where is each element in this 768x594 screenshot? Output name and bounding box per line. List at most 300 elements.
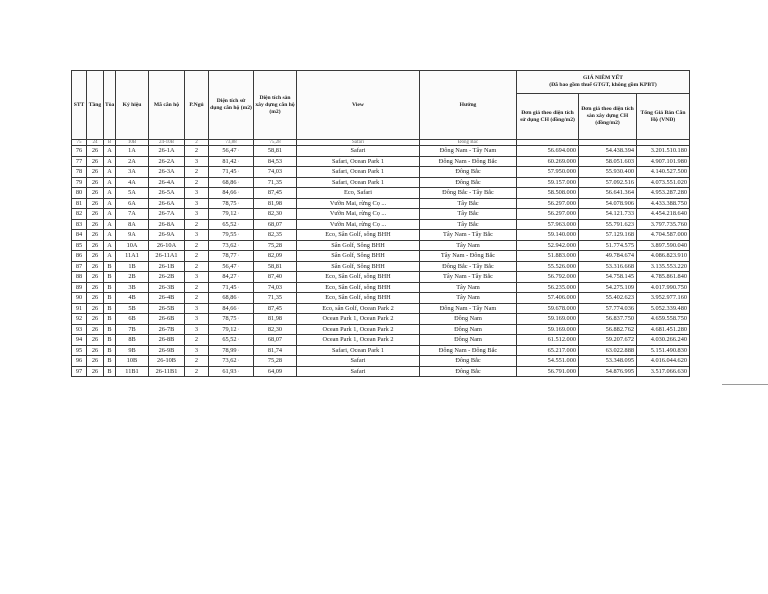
header-don-gia-xay-dung: Đơn giá theo diện tích sàn xây dựng CH (đồng/m2) [579,94,637,140]
table-row [72,209,690,220]
table-cell: 71,45· [209,167,254,178]
table-cell: 26-6A [149,198,185,209]
table-cell: 52.942.000 [517,240,579,251]
table-cell: 56.792.000 [517,272,579,283]
header-tang: Tầng [87,71,104,140]
table-cell: 54.758.145 [579,272,637,283]
table-cell: A [104,167,116,178]
table-cell: 26 [87,146,104,157]
tick-mark: · [237,210,240,218]
table-cell: 84,53 [254,156,297,167]
table-cell: 56.791.000 [517,366,579,377]
table-cell: Safari, Ocean Park 1 [297,156,420,167]
table-cell: Vườn Mai, rừng Cọ ... [297,209,420,220]
table-cell: Tây Nam [420,293,517,304]
table-cell: 26 [87,303,104,314]
table-row [72,314,690,325]
table-cell: 79,55· [209,230,254,241]
table-cell: 26-2A [149,156,185,167]
table-cell: 53.348.095 [579,356,637,367]
table-cell: 8A [116,219,149,230]
table-cell: 57.963.000 [517,219,579,230]
table-cell: 26-11A1 [149,251,185,262]
table-cell: 4.016.044.620 [637,356,690,367]
table-cell: 8B [116,335,149,346]
table-cell: B [104,293,116,304]
header-dien-tich-xay-dung: Diện tích sàn xây dựng căn hộ (m2) [254,71,297,140]
tick-mark: · [237,168,240,176]
tick-mark: · [237,273,240,281]
table-cell: 54.078.906 [579,198,637,209]
table-cell: 26 [87,167,104,178]
table-cell: Tây Nam - Tây Bắc [420,272,517,283]
table-cell: 5.151.490.830 [637,345,690,356]
table-cell: A [104,209,116,220]
table-cell: 26 [87,261,104,272]
table-cell: 55.526.000 [517,261,579,272]
table-cell: 4.030.266.240 [637,335,690,346]
table-cell: 56,47· [209,261,254,272]
table-cell: 2B [116,272,149,283]
table-cell: Eco, Sân Golf, sông BHH [297,272,420,283]
table-cell: 82,30 [254,209,297,220]
table-row [72,188,690,199]
table-cell: 75,28 [254,140,297,146]
table-cell: 2 [185,335,209,346]
table-cell: 59.207.672 [579,335,637,346]
table-cell: Safari [297,356,420,367]
table-cell: 79 [72,177,87,188]
table-cell: Safari [297,140,420,146]
table-cell: 6B [116,314,149,325]
table-row [72,272,690,283]
table-cell: 26-5A [149,188,185,199]
table-cell: 58,81 [254,261,297,272]
table-cell: 79,12· [209,324,254,335]
table-row [72,219,690,230]
table-cell: A [104,251,116,262]
table-cell: 2 [185,177,209,188]
table-cell: 74,03 [254,167,297,178]
table-cell: Safari [297,366,420,377]
table-cell: 55.402.623 [579,293,637,304]
table-cell: 5.052.339.480 [637,303,690,314]
table-cell: 2 [185,366,209,377]
table-row [72,366,690,377]
table-cell: 2 [185,293,209,304]
table-cell: 2 [185,282,209,293]
table-cell: 3 [185,209,209,220]
tick-mark: · [237,357,240,365]
table-cell: Sân Golf, Sông BHH [297,240,420,251]
table-cell: 26 [87,156,104,167]
table-row [72,356,690,367]
table-cell: 3 [185,198,209,209]
table-cell: 4.086.823.910 [637,251,690,262]
header-tong-gia: Tổng Giá Bán Căn Hộ (VNĐ) [637,94,690,140]
table-cell: 53.316.668 [579,261,637,272]
table-cell: 51.883.000 [517,251,579,262]
table-cell: 92 [72,314,87,325]
table-cell: Eco, Safari [297,188,420,199]
table-cell: Safari, Ocean Park 1 [297,345,420,356]
table-cell: 55.791.623 [579,219,637,230]
table-cell: 51.774.575 [579,240,637,251]
table-cell: A [104,230,116,241]
table-row [72,240,690,251]
table-cell: 26-3A [149,167,185,178]
table-cell: 2 [185,146,209,157]
gia-niem-yet-note: (Đã bao gồm thuế GTGT, không gồm KPBT) [549,82,657,88]
table-cell: 57.129.168 [579,230,637,241]
table-cell: 11B1 [116,366,149,377]
tick-mark: · [237,283,240,291]
price-table-sheet [71,70,689,377]
table-cell: 78,75· [209,198,254,209]
table-cell: 26-8B [149,335,185,346]
table-cell: Đông Nam [420,335,517,346]
table-cell: 73,62· [209,240,254,251]
table-cell: Đông Nam - Đông Bắc [420,345,517,356]
table-cell: 24 [87,140,104,146]
table-cell: 78,77· [209,251,254,262]
table-cell: 54.275.109 [579,282,637,293]
table-cell: 82,09 [254,251,297,262]
table-cell: 97 [72,366,87,377]
table-cell: 2 [185,167,209,178]
table-cell: 3.897.590.040 [637,240,690,251]
table-cell: 84,27· [209,272,254,283]
table-cell: 56.882.762 [579,324,637,335]
table-cell: Đông Nam - Tây Nam [420,303,517,314]
table-cell: Đông Bắc [420,140,517,146]
table-cell: 84 [72,230,87,241]
table-cell: 59.678.000 [517,303,579,314]
table-cell: 26 [87,335,104,346]
table-cell: 82,30 [254,324,297,335]
table-cell: 81,74 [254,345,297,356]
table-cell: 61.512.000 [517,335,579,346]
table-cell: 63.022.888 [579,345,637,356]
table-cell: 4.140.527.500 [637,167,690,178]
table-cell: Đông Bắc [420,167,517,178]
table-cell: 2 [185,140,209,146]
table-cell: 61,93· [209,366,254,377]
table-cell: 60.269.000 [517,156,579,167]
table-cell: A [104,219,116,230]
table-cell: A [104,177,116,188]
table-cell: 83 [72,219,87,230]
header-ma-can-ho: Mã căn hộ [149,71,185,140]
table-cell: 26 [87,177,104,188]
table-cell: 26 [87,324,104,335]
table-cell: B [104,303,116,314]
table-cell: 26 [87,314,104,325]
table-cell: 5B [116,303,149,314]
table-cell: 56,47· [209,146,254,157]
table-cell: 26-9A [149,230,185,241]
table-cell: 26 [87,345,104,356]
table-cell: 26 [87,230,104,241]
table-cell: Ocean Park 1, Ocean Park 2 [297,314,420,325]
table-row [72,198,690,209]
header-ky-hieu: Ký hiệu [116,71,149,140]
header-don-gia-su-dung: Đơn giá theo diện tích sử dụng CH (đồng/m2) [517,94,579,140]
table-cell: 2 [185,356,209,367]
table-cell: 68,07 [254,219,297,230]
table-row [72,177,690,188]
table-cell: 3.517.066.630 [637,366,690,377]
table-cell: 81,98 [254,314,297,325]
table-cell: 3B [116,282,149,293]
table-cell: 26 [87,219,104,230]
table-cell: B [104,356,116,367]
table-cell: Eco, sân Golf, Ocean Park 2 [297,303,420,314]
table-cell: 54.121.733 [579,209,637,220]
tick-mark: · [237,304,240,312]
table-cell: 26 [87,366,104,377]
table-cell: 88 [72,272,87,283]
table-cell: 56.297.000 [517,209,579,220]
tick-mark: · [237,325,240,333]
table-cell: 3 [185,303,209,314]
table-cell: 4A [116,177,149,188]
table-cell: 75 [72,140,87,146]
table-cell: 77 [72,156,87,167]
table-cell: Safari [297,146,420,157]
table-cell: 86 [72,251,87,262]
table-cell: 96 [72,356,87,367]
table-cell: 80 [72,188,87,199]
table-cell: 26-10A [149,240,185,251]
table-cell: 56.235.000 [517,282,579,293]
table-cell: 4.659.558.750 [637,314,690,325]
table-cell: 68,07 [254,335,297,346]
table-cell: 57.092.516 [579,177,637,188]
table-cell: Sân Golf, Sông BHH [297,251,420,262]
table-cell: 3.797.735.760 [637,219,690,230]
table-row [72,282,690,293]
table-cell: 91 [72,303,87,314]
table-cell: 26-8A [149,219,185,230]
table-cell: Vườn Mai, rừng Cọ ... [297,219,420,230]
table-cell: 59.157.000 [517,177,579,188]
table-cell: 4.017.990.750 [637,282,690,293]
table-cell: 9A [116,230,149,241]
table-cell: 56.837.750 [579,314,637,325]
table-cell: 76 [72,146,87,157]
table-cell: Vườn Mai, rừng Cọ ... [297,198,420,209]
table-row [72,345,690,356]
header-toa: Tòa [104,71,116,140]
table-cell: Tây Nam [420,240,517,251]
table-cell: 3 [185,314,209,325]
table-cell: Đông Bắc [420,356,517,367]
table-cell: 73,88 [209,140,254,146]
table-cell: B [104,261,116,272]
table-cell: 93 [72,324,87,335]
table-cell: Tây Bắc [420,209,517,220]
table-cell: 58.051.603 [579,156,637,167]
table-cell: 65.217.000 [517,345,579,356]
table-row [72,146,690,157]
price-table [71,70,690,377]
table-cell: 4.454.218.640 [637,209,690,220]
table-cell: 7A [116,209,149,220]
table-cell: 81,98 [254,198,297,209]
table-cell: 84,66· [209,188,254,199]
table-cell: 82 [72,209,87,220]
table-cell: 71,45· [209,282,254,293]
table-cell: 2A [116,156,149,167]
table-cell: 54.438.394 [579,146,637,157]
table-cell: 87 [72,261,87,272]
table-cell: 26 [87,251,104,262]
table-cell: Sân Golf, Sông BHH [297,261,420,272]
table-cell: 65,52· [209,335,254,346]
table-cell: Ocean Park 1, Ocean Park 2 [297,335,420,346]
table-row [72,324,690,335]
table-cell: A [104,188,116,199]
table-cell: 26 [87,282,104,293]
table-cell: 26 [87,188,104,199]
table-cell: 4.907.101.980 [637,156,690,167]
table-cell: A [104,156,116,167]
table-cell: Eco, Sân Golf, sông BHH [297,282,420,293]
table-cell: Tây Bắc [420,198,517,209]
table-cell: Tây Nam - Đông Bắc [420,251,517,262]
tick-mark: · [237,262,240,270]
table-cell: 1B [116,261,149,272]
table-cell: 54.876.995 [579,366,637,377]
table-cell: A [104,240,116,251]
table-cell: 82,35 [254,230,297,241]
header-row-top [72,71,690,94]
tick-mark: · [237,220,240,228]
table-cell: 10B [116,356,149,367]
table-cell: 87,45 [254,188,297,199]
tick-mark: · [237,199,240,207]
table-cell: 85 [72,240,87,251]
table-cell: 74,03 [254,282,297,293]
table-row [72,261,690,272]
table-cell: 3.201.510.180 [637,146,690,157]
table-cell: 4.681.451.280 [637,324,690,335]
table-cell: 58.508.000 [517,188,579,199]
table-cell: 1A [116,146,149,157]
table-cell: 26-1B [149,261,185,272]
table-cell: Đông Nam [420,324,517,335]
table-cell: 95 [72,345,87,356]
table-cell: 2 [185,219,209,230]
table-cell: 3 [185,272,209,283]
table-cell: Safari, Ocean Park 1 [297,167,420,178]
table-cell: A [104,198,116,209]
header-gia-niem-yet [517,71,690,94]
table-cell: Eco, Sân Golf, sông BHH [297,293,420,304]
table-cell: 9B [116,345,149,356]
tick-mark: · [237,294,240,302]
table-cell: B [104,335,116,346]
table-cell: Tây Bắc [420,219,517,230]
tick-mark: · [237,346,240,354]
table-cell: B [104,366,116,377]
header-huong: Hướng [420,71,517,140]
table-cell: 49.784.674 [579,251,637,262]
table-cell: 57.774.036 [579,303,637,314]
table-cell: 11A1 [116,251,149,262]
table-cell: 89 [72,282,87,293]
table-cell: 26-7A [149,209,185,220]
table-cell: Đông Nam - Đông Bắc [420,156,517,167]
tick-mark: · [237,315,240,323]
table-cell: 57.406.000 [517,293,579,304]
table-cell: 26 [87,272,104,283]
header-view: View [297,71,420,140]
table-cell: 3 [185,345,209,356]
table-cell: 78,99· [209,345,254,356]
table-cell: 56.297.000 [517,198,579,209]
table-cell: 26-7B [149,324,185,335]
table-cell: 64,09 [254,366,297,377]
table-cell: 10B [116,140,149,146]
table-cell: 3 [185,156,209,167]
table-cell: 26 [87,356,104,367]
table-cell: 84,66· [209,303,254,314]
table-cell: B [104,345,116,356]
table-cell: 87,45 [254,303,297,314]
table-row [72,303,690,314]
table-cell: 3 [185,230,209,241]
table-row [72,156,690,167]
table-cell: 81,42· [209,156,254,167]
table-cell: Đông Nam - Tây Nam [420,146,517,157]
table-row [72,230,690,241]
table-cell: 26-10B [149,356,185,367]
table-cell: 3A [116,167,149,178]
table-cell: 87,40 [254,272,297,283]
table-cell: 68,86· [209,177,254,188]
table-cell: 26-6B [149,314,185,325]
table-row [72,167,690,178]
table-cell: 26 [87,293,104,304]
table-cell: 26 [87,209,104,220]
table-cell: Đông Bắc [420,177,517,188]
table-cell: Tây Nam - Tây Bắc [420,230,517,241]
table-cell: Đông Bắc [420,366,517,377]
table-cell: 73,62· [209,356,254,367]
table-cell: 4.785.861.840 [637,272,690,283]
table-cell: Đông Nam [420,314,517,325]
tick-mark: · [237,336,240,344]
table-cell: 56.641.364 [579,188,637,199]
table-cell: 90 [72,293,87,304]
table-cell: 2 [185,251,209,262]
table-cell: Tây Nam [420,282,517,293]
tick-mark: · [237,147,240,155]
gia-niem-yet-title: GIÁ NIÊM YẾT [583,75,623,81]
table-cell: 2 [185,261,209,272]
table-cell: 3.135.553.220 [637,261,690,272]
table-cell: 71,35 [254,293,297,304]
tick-mark: · [237,241,240,249]
table-cell: Eco, Sân Golf, sông BHH [297,230,420,241]
table-cell: 5A [116,188,149,199]
table-cell: 26-2B [149,272,185,283]
table-cell: 78 [72,167,87,178]
table-cell: 94 [72,335,87,346]
table-row [72,335,690,346]
